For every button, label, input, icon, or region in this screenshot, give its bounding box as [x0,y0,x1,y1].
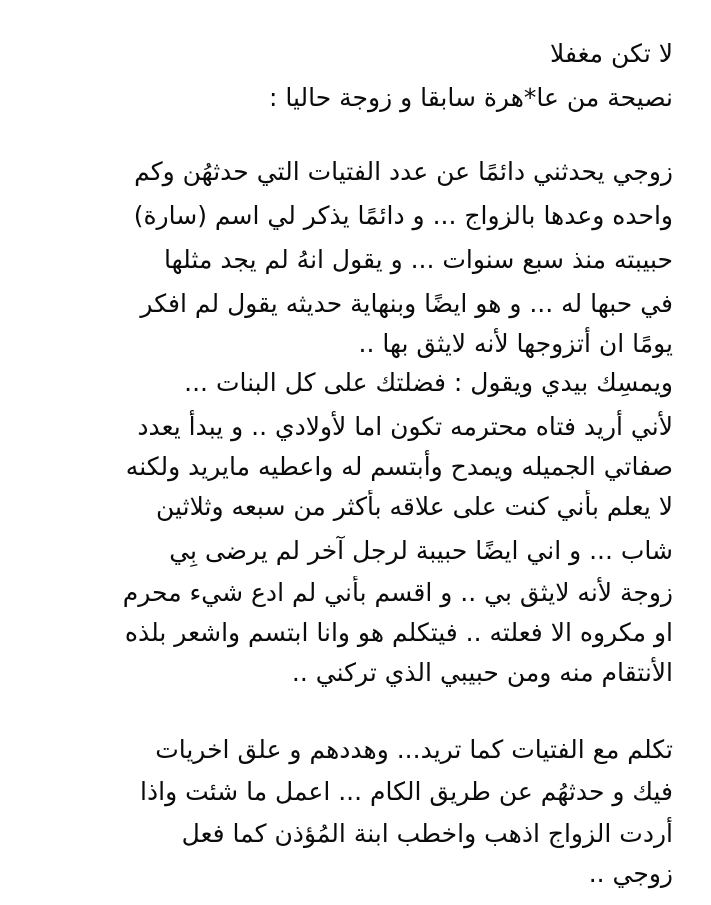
text-line: زوجي يحدثني دائمًا عن عدد الفتيات التي حدثهُن وكم [134,157,673,186]
text-line: شاب ... و اني ايضًا حبيبة لرجل آخر لم يرضى بِي [169,536,673,565]
text-line: لا يعلم بأني كنت على علاقه بأكثر من سبعه وثلاثين [156,492,673,521]
text-line: لأني أريد فتاه محترمه تكون اما لأولادي .. و يبدأ يعدد [137,412,673,441]
text-line: يومًا ان أتزوجها لأنه لايثق بها .. [358,329,673,358]
text-line: زوجي .. [588,859,673,888]
text-line: تكلم مع الفتيات كما تريد... وهددهم و علق اخريات [155,735,673,764]
text-line: في حبها له ... و هو ايضًا وبنهاية حديثه يقول لم افكر [140,289,673,318]
text-line: او مكروه الا فعلته .. فيتكلم هو وانا ابتسم واشعر بلذه [124,618,673,647]
post-title: لا تكن مغفلا [550,39,673,68]
text-line: حبيبته منذ سبع سنوات ... و يقول انهُ لم يجد مثلها [164,245,673,274]
text-line: زوجة لأنه لايثق بي .. و اقسم بأني لم ادع شيء محرم [122,578,673,607]
text-line: واحده وعدها بالزواج ... و دائمًا يذكر لي اسم (سارة) [133,201,673,230]
text-line: فيك و حدثهُم عن طريق الكام ... اعمل ما شئت واذا [140,777,673,806]
post-subtitle: نصيحة من عا*هرة سابقا و زوجة حاليا : [268,83,673,112]
text-line: صفاتي الجميله ويمدح وأبتسم له واعطيه مايريد ولكنه [125,452,673,481]
text-line: الأنتقام منه ومن حبيبي الذي تركني .. [291,658,673,687]
text-line: ويمسِك بيدي ويقول : فضلتك على كل البنات ... [184,368,673,397]
text-line: أردت الزواج اذهب واخطب ابنة المُؤذن كما فعل [181,819,673,848]
